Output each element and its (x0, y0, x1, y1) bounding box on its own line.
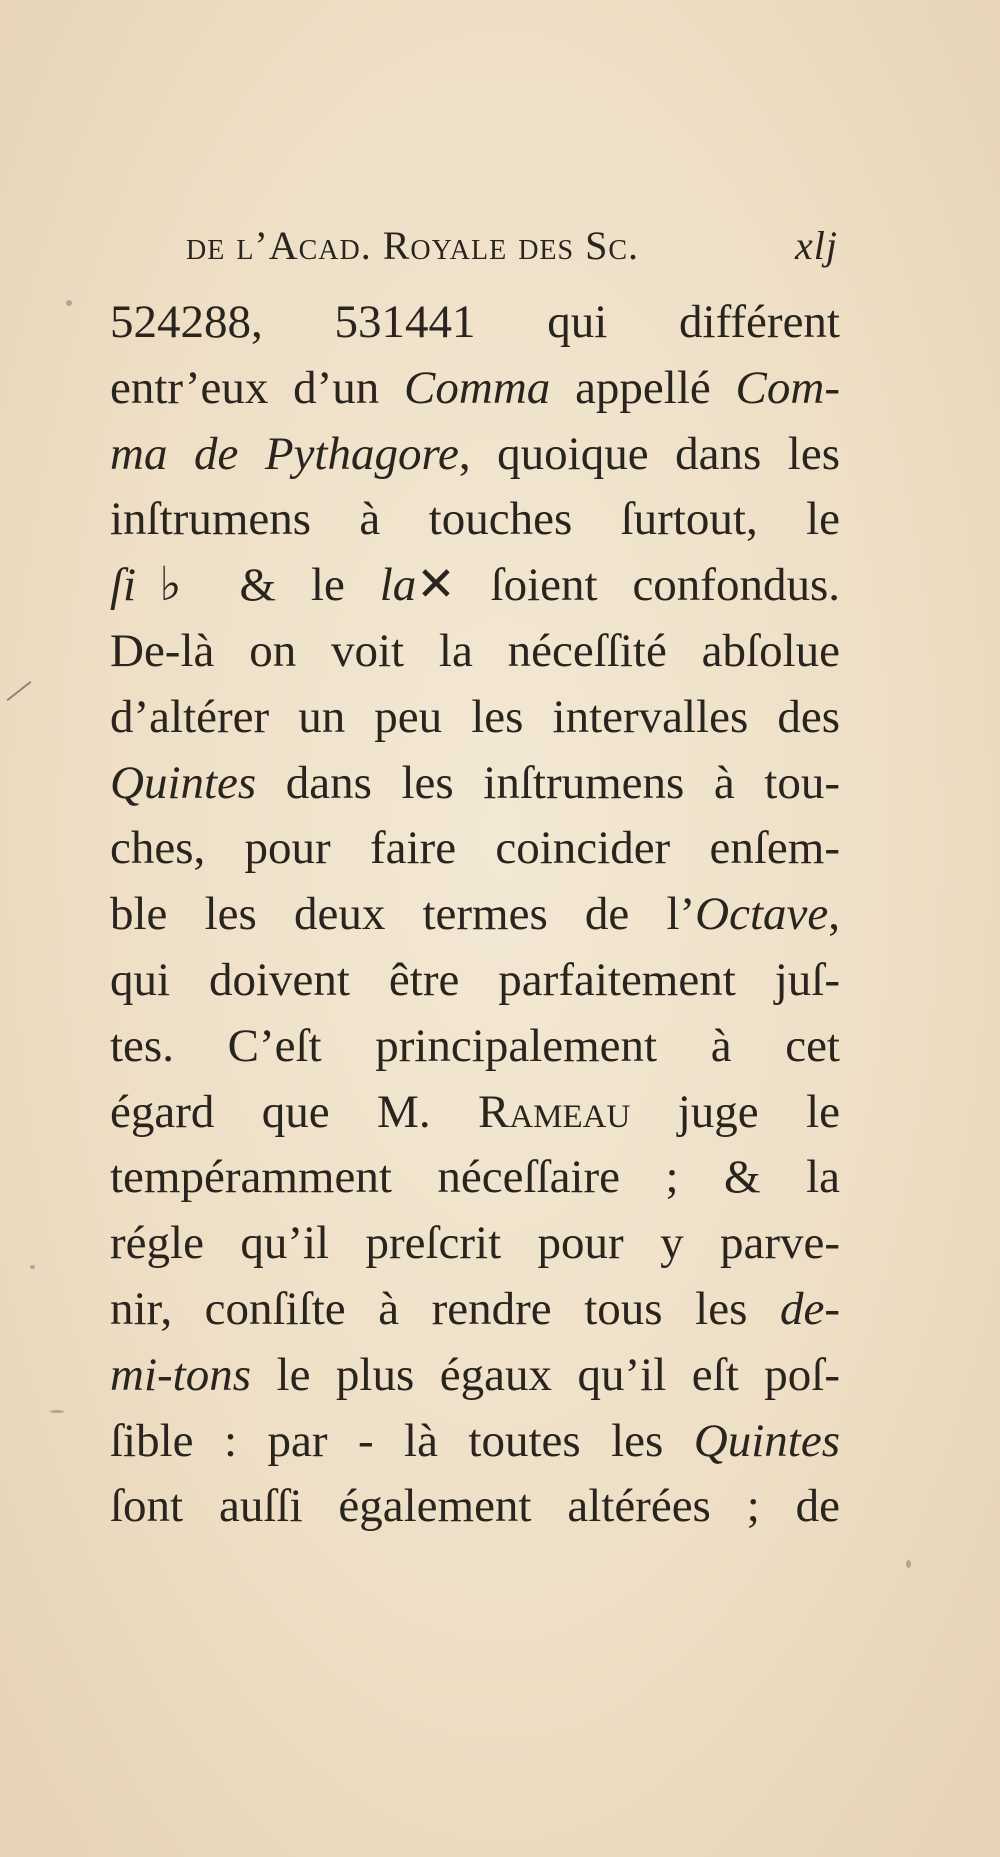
text-line (110, 356, 840, 422)
text-line (110, 948, 840, 1014)
text-run: tes. C’eſt principalement à cet (110, 1019, 840, 1072)
italic-run: Quintes (693, 1414, 840, 1467)
text-line (110, 1343, 840, 1409)
italic-run: Octave (695, 888, 829, 941)
ink-speck (30, 1265, 35, 1269)
text-run: juge le (630, 1085, 840, 1138)
text-line (110, 751, 840, 817)
text-run: ♭ & le (136, 559, 380, 612)
margin-mark (7, 681, 32, 701)
text-line (110, 1409, 840, 1475)
text-line (110, 290, 840, 356)
text-run: égard que M. (110, 1085, 478, 1138)
text-run: De-là on voit la néceſſité abſolue (110, 624, 840, 677)
text-run: qui doivent être parfaitement juſ- (110, 953, 840, 1006)
italic-run: Comma (404, 361, 551, 414)
text-line (110, 1474, 840, 1540)
italic-run: ma de Pythagore (110, 427, 459, 480)
italic-run: mi-tons (110, 1348, 251, 1401)
text-run: ✕ ſoient confondus. (416, 559, 841, 612)
italic-run: Com- (735, 361, 840, 414)
text-line (110, 685, 840, 751)
ink-speck (66, 300, 72, 306)
text-run: régle qu’il preſcrit pour y parve- (110, 1217, 840, 1270)
text-run: ble les deux termes de l’ (110, 888, 696, 941)
text-run: dans les inſtrumens à tou- (256, 756, 840, 809)
text-line (110, 1014, 840, 1080)
page-number: xlj (795, 223, 838, 268)
ink-speck (50, 1410, 64, 1413)
text-run: le plus égaux qu’il eſt poſ- (251, 1348, 840, 1401)
italic-run: la (379, 559, 417, 612)
text-run: ches, pour faire coincider enſem- (110, 822, 840, 875)
text-run: ſible : par - là toutes les (110, 1414, 694, 1467)
text-run: appellé (550, 361, 736, 414)
text-line (110, 1277, 840, 1343)
text-line (110, 1145, 840, 1211)
text-line (110, 553, 840, 619)
italic-run: de- (779, 1282, 840, 1335)
text-run: , quoique dans les (458, 427, 840, 480)
text-run: d’altérer un peu les intervalles des (110, 690, 840, 743)
ink-speck (906, 1560, 911, 1568)
text-run: ſont auſſi également altérées ; de (110, 1480, 840, 1533)
text-line (110, 1211, 840, 1277)
text-line (110, 487, 840, 553)
text-line (110, 882, 840, 948)
page-header (186, 222, 846, 282)
italic-run: ſi (110, 559, 137, 612)
text-line (110, 422, 840, 488)
small-caps-run: Rameau (478, 1085, 631, 1138)
italic-run: Quintes (110, 756, 257, 809)
text-run: tempéramment néceſſaire ; & la (110, 1151, 840, 1204)
text-line (110, 619, 840, 685)
text-run: , (828, 888, 840, 941)
text-run: inſtrumens à touches ſurtout, le (110, 493, 840, 546)
running-head: de l’Acad. Royale des Sc. (186, 223, 640, 268)
text-run: nir, conſiſte à rendre tous les (110, 1282, 780, 1335)
text-line (110, 1080, 840, 1146)
body-text (110, 290, 840, 1540)
text-line (110, 816, 840, 882)
text-run: entr’eux d’un (110, 361, 405, 414)
text-run: 524288, 531441 qui différent (110, 296, 840, 348)
